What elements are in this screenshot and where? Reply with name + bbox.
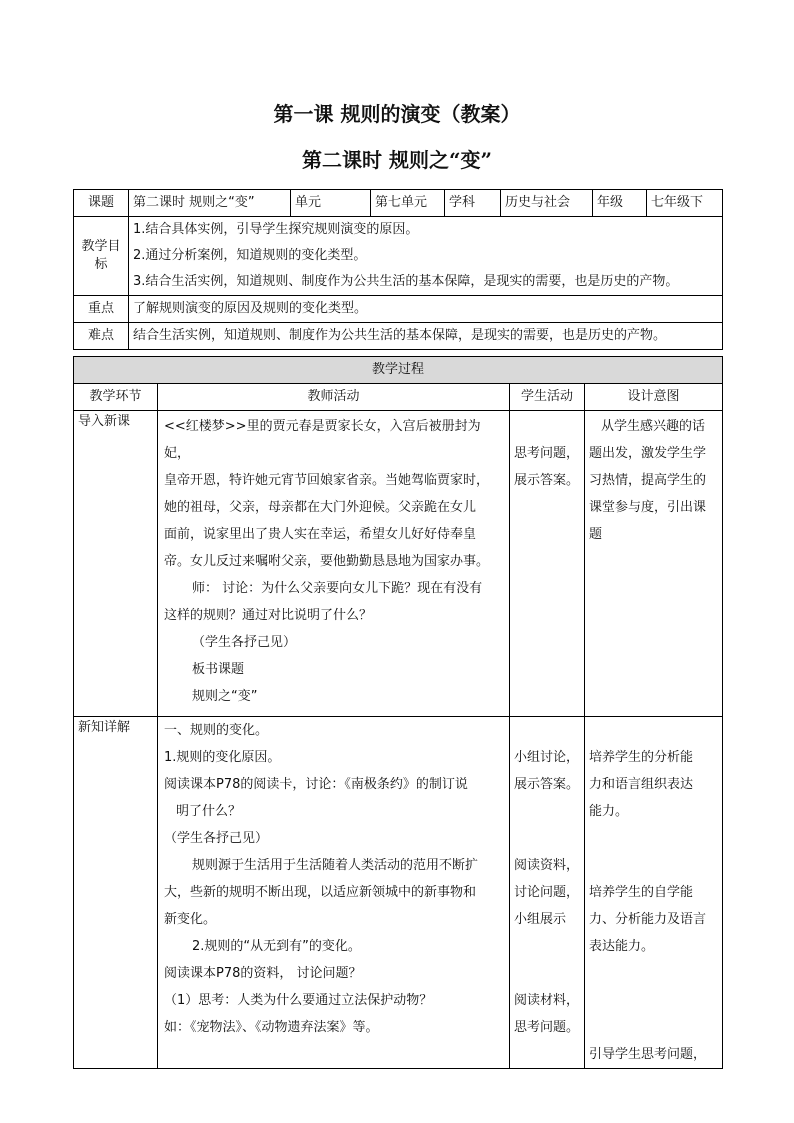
intent-line: 引导学生思考问题， — [589, 1047, 707, 1062]
teacher-intro — [158, 411, 510, 717]
student-new — [510, 717, 585, 1069]
intent-line: 从学生感兴趣的话 — [601, 419, 706, 434]
lesson-title: 第一课 规则的演变（教案） — [273, 102, 521, 126]
process-band: 教学过程 — [74, 357, 723, 384]
student-line: 讨论问题， — [514, 885, 580, 900]
intent-line: 习热情，提高学生的 — [589, 473, 707, 488]
teacher-line: 明了什么？ — [176, 804, 242, 819]
teacher-line: 2.规则的“从无到有”的变化。 — [192, 939, 361, 954]
info-table — [73, 189, 723, 350]
topic-label: 课题 — [74, 190, 129, 217]
teacher-line: 阅读课本P78的资料， 讨论问题？ — [164, 966, 362, 981]
student-line: 小组讨论， — [514, 750, 580, 765]
teacher-line: （1）思考：人类为什么要通过立法保护动物？ — [164, 993, 433, 1008]
header-teacher: 教师活动 — [158, 384, 510, 411]
header-intent: 设计意图 — [585, 384, 723, 411]
teacher-line: 这样的规则？通过对比说明了什么？ — [164, 608, 373, 623]
intent-line: 课堂参与度，引出课 — [589, 500, 707, 515]
student-line: 小组展示 — [514, 912, 567, 927]
goals-list — [129, 217, 723, 296]
unit-label: 单元 — [291, 190, 371, 217]
teacher-line: （学生各抒己见） — [192, 635, 297, 650]
subject-label: 学科 — [445, 190, 501, 217]
teacher-line: 规则之“变” — [192, 689, 258, 704]
intent-line: 力、分析能力及语言 — [589, 912, 707, 927]
goals-label: 教学目标 — [74, 217, 129, 296]
student-line: 展示答案。 — [514, 777, 580, 792]
intro-row — [74, 411, 723, 717]
teacher-line: 如：《宠物法》、《动物遗弃法案》等。 — [164, 1020, 379, 1035]
teacher-line: 大，些新的规明不断出现，以适应新领城中的新事物和 — [164, 885, 477, 900]
goal-item: 1.结合具体实例，引导学生探究规则演变的原因。 — [133, 222, 419, 237]
teacher-new — [158, 717, 510, 1069]
goal-item: 3.结合生活实例，知道规则、制度作为公共生活的基本保障，是现实的需要，也是历史的产物。 — [133, 274, 679, 289]
intent-line: 能力。 — [589, 804, 629, 819]
process-header — [74, 384, 723, 411]
goals-row — [74, 217, 723, 296]
student-line: 阅读资料， — [514, 858, 580, 873]
difficulty-text: 结合生活实例，知道规则、制度作为公共生活的基本保障，是现实的需要，也是历史的产物。 — [129, 323, 723, 350]
teacher-line: 她的祖母，父亲，母亲都在大门外迎候。父亲跪在女儿 — [164, 500, 477, 515]
intent-line: 题 — [589, 527, 603, 542]
teacher-line: 皇帝开恩，特许她元宵节回娘家省亲。当她驾临贾家时， — [164, 473, 490, 488]
teacher-line: （学生各抒己见） — [164, 831, 269, 846]
teacher-line: 面前，说家里出了贵人实在幸运，希望女儿好好侍奉皇 — [164, 527, 477, 542]
teacher-line: 新变化。 — [164, 912, 217, 927]
intent-new — [585, 717, 723, 1069]
key-label: 重点 — [74, 296, 129, 323]
grade-value: 七年级下 — [647, 190, 723, 217]
stage-new: 新知详解 — [74, 717, 158, 1069]
new-knowledge-row — [74, 717, 723, 1069]
intent-line: 题出发，激发学生学 — [589, 446, 707, 461]
intent-intro — [585, 411, 723, 717]
key-text: 了解规则演变的原因及规则的变化类型。 — [129, 296, 723, 323]
teacher-line: 1.规则的变化原因。 — [164, 750, 281, 765]
teacher-line: 一、规则的变化。 — [164, 723, 269, 738]
stage-intro: 导入新课 — [74, 411, 158, 717]
header-student: 学生活动 — [510, 384, 585, 411]
lesson-subtitle: 第二课时 规则之“变” — [302, 148, 492, 172]
teacher-line: 帝。女儿反过来嘱咐父亲，要他勤勤恳恳地为国家办事。 — [164, 554, 490, 569]
student-line: 思考问题， — [514, 446, 580, 461]
process-table — [73, 356, 723, 1069]
intent-line: 培养学生的分析能 — [589, 750, 694, 765]
student-intro — [510, 411, 585, 717]
teacher-line: <<红楼梦>>里的贾元春是贾家长女，入宫后被册封为妃， — [164, 419, 481, 461]
teacher-line: 师： 讨论：为什么父亲要向女儿下跪？现在有没有 — [192, 581, 483, 596]
unit-value: 第七单元 — [371, 190, 445, 217]
intent-line: 表达能力。 — [589, 939, 655, 954]
student-line: 思考问题。 — [514, 1020, 580, 1035]
key-row — [74, 296, 723, 323]
teacher-line: 阅读课本P78的阅读卡，讨论：《南极条约》的制订说 — [164, 777, 468, 792]
intent-line: 力和语言组织表达 — [589, 777, 694, 792]
teacher-line: 规则源于生活用于生活随着人类活动的范用不断扩 — [192, 858, 479, 873]
grade-label: 年级 — [593, 190, 647, 217]
difficulty-label: 难点 — [74, 323, 129, 350]
subject-value: 历史与社会 — [501, 190, 593, 217]
topic-value: 第二课时 规则之“变” — [129, 190, 291, 217]
student-line: 阅读材料， — [514, 993, 580, 1008]
student-line: 展示答案。 — [514, 473, 580, 488]
teacher-line: 板书课题 — [192, 662, 245, 677]
difficulty-row — [74, 323, 723, 350]
header-stage: 教学环节 — [74, 384, 158, 411]
info-row — [74, 190, 723, 217]
goal-item: 2.通过分析案例，知道规则的变化类型。 — [133, 248, 367, 263]
intent-line: 培养学生的自学能 — [589, 885, 694, 900]
